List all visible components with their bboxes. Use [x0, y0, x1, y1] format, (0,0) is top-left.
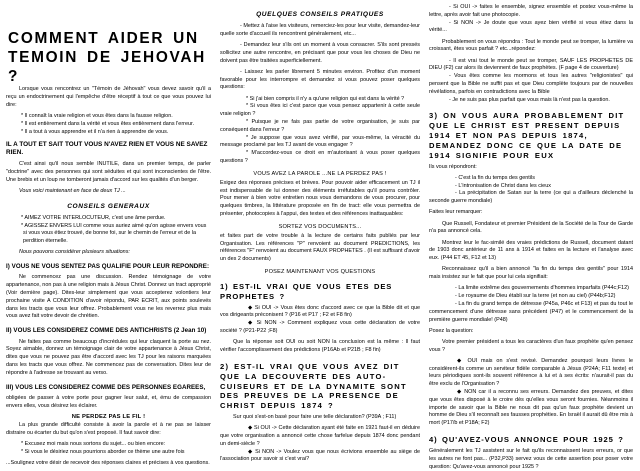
question-3-answers [429, 175, 633, 206]
list-item: ◆ OUI mais on s'est revisé. Demandez pourquoi leurs livres le considèrent-ils comme un serviteur fidèle comparable à Jésus (P24A; F11 texte) et leurs périodiques sont-ils souvent référence à lui et à ses écrits: n'aurait-il pas du être exclu de l'Organisation ? [429, 357, 633, 388]
page-title [6, 30, 211, 86]
question-2-options [220, 425, 420, 464]
list-item: - Le royaume de Dieu établi sur la terre (et non au ciel) (P44b;F12) [455, 293, 616, 300]
list-item: * Puisque je ne fais pas partie de votre organisation, je suis par conséquent dans l'erreur ? [220, 118, 420, 133]
faites-paragraph-3: Reconnaissez qu'il a bien annoncé "la fin du temps des gentils" pour 1914 mais insistez sur le fait que pour lui cela signifiait: [429, 266, 633, 281]
faites-paragraph-2: Montrez leur le fac-similé des vraies prédictions de Russell, document datant de 1903 donc antérieur de 11 ans à 1914 et faites en la lecture et l'analyse avec eux. (P44 ET 45, F12 et 13) [429, 239, 633, 262]
title-line-1: COMMENT AIDER UN [8, 30, 199, 47]
faites-signification-list [429, 285, 633, 324]
sortez-body: et faites part de votre trouble à la lecture de certains faits publiés par leur Organisation. Les références "P" renvoient au document PREDICTIONS, les références "F" renvoient au document FAUX PROPHETES . (Il est suffisant d'avoir un des 2 documents) [220, 232, 420, 263]
list-item: * Si j'ai bien compris il n'y a qu'une religion qui est dans la vérité ? [246, 95, 405, 102]
practical-tips-list-3 [220, 69, 420, 92]
case-1-heading: I) VOUS NE VOUS SENTEZ PAS QUALIFIE POUR LEUR REPONDRE: [6, 263, 210, 271]
list-item: - Si OUI -> faites le ensemble, signez ensemble et postez vous-même la lettre, après avoir fait une photocopie. [429, 4, 633, 18]
list-item: * Si vous êtes ici c'est parce que vous pensez appartenir à cette seule vraie religion ? [220, 103, 420, 118]
final-options-list [429, 358, 633, 428]
list-item: * AIMEZ VOTRE INTERLOCUTEUR, c'est une âme perdue. [21, 214, 166, 221]
list-item: - La limite extrême des gouvernements d'hommes imparfaits (P44c;F12) [455, 285, 629, 292]
list-item: * Il a tout à vous apprendre et il n'a rien à apprendre de vous. [21, 128, 169, 135]
case-2-body: Ne faites pas comme beaucoup d'incrédules qui leur claquent la porte au nez. Soyez aimable, donnez un témoignage clair de votre appartenance à Jésus Christ, dites que vous ne pouvez pas être d'accord avec les TJ pour les raisons marquées dans les tracts que vous offrez. Ne commencez pas de conversation. Dites leur de répondre à l'adresse se trouvant au verso. [6, 338, 211, 376]
parole-body: Exigez des réponses précises et brèves. Pour pouvoir aider efficacement un TJ il est indispensable de lui donner des éléments irréfutables qu'il pourra contrôler. Pour mener à bien votre entretien nous vous demandons de vous procurer, pour quelques timbres, la littérature proposée en fin de tract: elle vous permettra de présenter, photocopies à l'appui, des textes et des références inattaquables: [220, 179, 420, 217]
conseils-bullet-list [6, 215, 211, 246]
faites-paragraph-1: Que Russell, Fondateur et premier Président de la Société de la Tour de Garde n'a pas annoncé cela. [429, 220, 633, 235]
parole-heading: VOUS AVEZ LA PAROLE ...NE LA PERDEZ PAS ! [253, 170, 387, 177]
list-item: - Si NON -> Je doute que vous ayez bien vérifié si vous étiez dans la vérité... [429, 19, 633, 34]
column-left [6, 4, 211, 467]
posez-heading: POSEZ MAINTENANT VOS QUESTIONS [264, 268, 376, 275]
list-item: * M'accordez-vous ce droit en m'autorisant à vous poser quelques questions ? [220, 150, 420, 164]
posez-question-body: Votre premier président a tous les caractères d'un faux prophète qu'en pensez vous ? [429, 338, 633, 353]
faites-intro: Faites leur remarquer: [429, 209, 483, 216]
section-heading-conseils: CONSEILS GENERAUX [67, 202, 150, 210]
posez-question-label: Posez la question: [429, 327, 474, 334]
practical-tips-list-2 [220, 42, 420, 65]
column-middle [220, 4, 420, 463]
intro-bullet-list [6, 113, 211, 136]
title-line-2: TEMOIN DE JEHOVAH ? [8, 48, 206, 85]
question-4-body: Généralement les TJ assistent sur le fait qu'ils reconnaissent leurs erreurs, or que les autres ne font pas... (P32,P33) servez vous de cette assertion pour poser votre question: Qu'avez-vous annoncé pour 1925 ? [429, 447, 633, 470]
list-item: ◆ Si OUI -> Cette déclaration ayant été faite en 1921 faut-il en déduire que votre organisation a annoncé cette chose farfelue depuis 1874 donc pendant un demi-siècle ? [220, 425, 420, 447]
list-item: - Demandez leur s'ils ont un moment à vous consacrer. S'ils sont pressés sollicitez une autre rencontre, en précisant que pour vous les choses de Dieu ne doivent pas être traitées superficiellement. [220, 41, 420, 64]
probablement-list [429, 58, 633, 105]
fil-bullet-list [6, 441, 211, 457]
sortez-heading: SORTEZ VOS DOCUMENTS... [278, 223, 362, 230]
top-response-list [429, 4, 633, 35]
question-3-intro: Ils vous répondront: [429, 163, 477, 170]
list-item: * Excusez moi mais nous sortons du sujet... ou bien encore: [21, 441, 166, 448]
practical-tips-list [220, 23, 420, 39]
paragraph-inutile: C'est ainsi qu'il nous semble INUTILE, dans un premier temps, de parler "doctrine" avec des personnes qui sont séduites et qui sont inconscientes de l'être. Une brebis et un loup ne tomberont jamais d'accord sur les qualités d'un berger. [6, 161, 211, 183]
question-1-heading: 1) EST-IL VRAI QUE VOUS ETES DES PROPHETES ? [220, 281, 393, 301]
questions-list [220, 96, 420, 166]
question-2-sub: Sur quoi s'est-on basé pour faire une telle déclaration? (P39A ; F11) [233, 414, 397, 421]
list-item: ◆ NON car il a reconnu ses erreurs. Demandez des preuves, et dites que vous êtes disposé à le croire dès qu'elles vous seront fournies. Néanmoins il importe de savoir que la Bible ne nous dit pas qu'un faux prophète devient un homme de Dieu s'il reconnaît ses fausses prophéties. En Israël il aurait dû être mis à mort (P17/b et P18A; F2) [429, 389, 633, 427]
list-item: * Il est entièrement dans la vérité et vous êtes entièrement dans l'erreur. [21, 120, 195, 127]
probablement-body: Probablement on vous répondra : Tout le monde peut se tromper, la lumière va croissant, êtes vous parfait ? etc...répondez: [429, 38, 633, 53]
list-item: ◆ Si OUI -> Vous êtes donc d'accord avec ce que la Bible dit et que vos dirigeants préconisent ? (P16 et P17 ; F2 et F8 fin) [220, 304, 420, 319]
list-item: - Je ne suis pas plus parfait que vous mais là n'est pas la question. [449, 96, 610, 103]
conseils-closing: Nous pouvons considérer plusieurs situations: [19, 249, 130, 256]
caps-statement: IL A TOUT ET SAIT TOUT VOUS N'AVEZ RIEN ET VOUS NE SAVEZ RIEN. [6, 140, 208, 156]
list-item: ◆ Si NON -> Comment expliquez vous cette déclaration de votre société ? (P21-P22 ;F8) [220, 320, 420, 334]
section-heading-pratiques: QUELQUES CONSEILS PRATIQUES [256, 11, 384, 18]
list-item: - Laissez les parler librement 5 minutes environ. Profitez d'un moment favorable pour les interrompre et demandez si vous pouvez poser quelques questions: [220, 68, 420, 91]
case-2-heading: II) VOUS LES CONSIDEREZ COMME DES ANTICHRISTS (2 Jean 10) [6, 327, 207, 335]
column-right [429, 4, 633, 470]
list-item: - La fin du grand temps de détresse (P45a, P46c et F13) et pas du tout le commencement d'une détresse sans précédent (P47) et le commencement de la première guerre mondiale! (P48) [429, 300, 633, 323]
list-item: - Il est vrai tout le monde peut se tromper, SAUF LES PROPHETES DE DIEU (F2) car alors ils deviennent de faux prophètes. (F page 4 de couverture) [429, 57, 633, 72]
list-item: * Il connaît la vraie religion et vous êtes dans la fausse religion. [21, 113, 173, 120]
list-item: * Je suppose que vous avez vérifié, par vous-même, la véracité du message proclamé par les TJ avant de vous engager ? [220, 134, 420, 149]
case-1-body: Ne commencez pas une discussion. Rendez témoignage de votre appartenance, non pas à une religion mais à Jésus Christ. Donnez un tract approprié (Voir dernière page). Dites-leur simplement que vous accepterez volontiers leur prochaine visite A CONDITION d'avoir répondu, PAR ECRIT, aux points soulevés dans les tracts que vous leur offrez. Probablement vous ne les reverrez plus mais vous avez fait votre devoir de chrétien. [6, 274, 211, 320]
ne-perdez-pas-heading: NE PERDEZ PAS LE FIL ! [71, 414, 146, 421]
list-item: - Mettez à l'aise les visiteurs, remerciez-les pour leur visite, demandez-leur quelle sorte d'accueil ils rencontrent généralement, etc... [220, 23, 420, 37]
fil-closing: ...Soulignez votre désir de recevoir des réponses claires et précises à vos questions. [6, 460, 210, 467]
case-3-heading: III) VOUS LES CONSIDEREZ COMME DES PERSONNES EGAREES, [6, 383, 206, 391]
question-1-closing: Que la réponse soit OUI ou soit NON la conclusion est la même : Il faut vérifier l'accomplissement des prédictions (P16Ab et P21B ; F8 fin) [220, 339, 420, 353]
case-3-body: obligées de passer à votre porte pour gagner leur salut, et, ému de compassion envers elles, vous désirez les éclairer. [6, 394, 211, 409]
list-item: - Vous êtes comme les mormons et tous les autres "religionistes" qui pensent que la Bible ne suffit pas et que Dieu complète toujours par de nouvelles révélations, parfois en contradictions avec la Bible [429, 73, 633, 95]
question-3-heading: 3) ON VOUS AURA PROBABLEMENT DIT QUE LE CHRIST EST PRESENT DEPUIS 1914 ET NON PAS DEPUIS 1874, DEMANDEZ DONC CE QUE LA DATE DE 1914 SIGNIFIE POUR EUX [429, 111, 625, 160]
list-item: * Si vous le désiriez nous pourrions aborder ce thème une autre fois [21, 449, 185, 456]
list-item: - L'intronisation de Christ dans les cieux [455, 182, 551, 189]
list-item: * AGISSEZ ENVERS LUI comme vous auriez aimé qu'on agisse envers vous si vous vous étiez trouvé, de bonne foi, sur le chemin de l'erreur et de la perdition éternelle. [21, 222, 207, 245]
question-4-heading: 4) QU'AVEZ-VOUS ANNONCE POUR 1925 ? [429, 435, 624, 445]
intro-paragraph: Lorsque vous rencontrez un "Témoin de Jéhovah" vous devez savoir qu'il a reçu un endoctrinement qui l'empêche d'être réceptif à tout ce que vous pouvez lui dire: [6, 86, 211, 108]
list-item: - La précipitation de Satan sur la terre (ce qui a d'ailleurs déclenché la seconde guerre mondiale) [429, 190, 633, 205]
question-1-options [220, 305, 420, 336]
list-item: - C'est la fin du temps des gentils [455, 174, 535, 181]
fil-body: La plus grande difficulté consiste à avoir la parole et à ne pas se laisser distraire ou écarter du but qu'on s'est proposé. Il faut savoir dire: [6, 422, 211, 437]
list-item: ◆ Si NON -> Voulez vous que nous écrivions ensemble au siège de l'association pour savoir si c'est vrai? [220, 448, 420, 463]
question-2-heading: 2) EST-IL VRAI QUE VOUS AVEZ DIT QUE LA DECOUVERTE DES AUTO-CUISEURS ET DE LA DYNAMITE SONT DES PREUVES DE LA PRESENCE DE CHRIST DEPUIS 1874 ? [220, 361, 407, 411]
italic-note: Vous voici maintenant en face de deux TJ ... [19, 187, 126, 194]
